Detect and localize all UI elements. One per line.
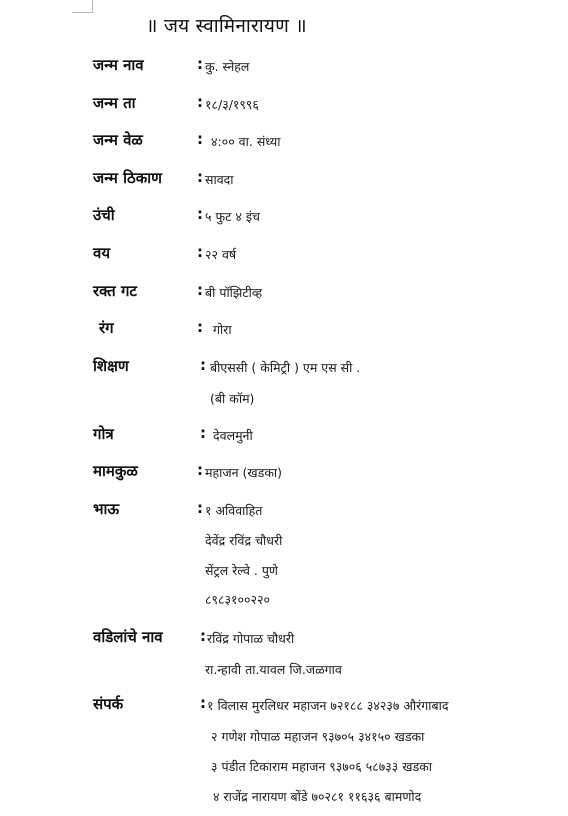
colon: : <box>200 694 206 712</box>
field-value-brother-phone: ८९८३१००२२० <box>205 592 271 607</box>
field-value-gotra: देवलमुनी <box>213 428 253 443</box>
field-value-birth-place: सावदा <box>205 172 234 187</box>
colon: : <box>200 627 206 645</box>
field-value-contact-4: ४ राजेंद्र नारायण बोंडे ७०२८१ ११६३६ बामणोद <box>213 789 422 804</box>
colon: : <box>197 318 203 336</box>
colon: : <box>197 93 203 111</box>
field-label-birth-place: जन्म ठिकाण <box>93 169 162 187</box>
colon: : <box>197 243 203 261</box>
field-value-complexion: गोरा <box>213 322 232 337</box>
field-label-father-name: वडिलांचे नाव <box>93 628 163 646</box>
field-label-age: वय <box>93 244 111 262</box>
field-label-birth-date: जन्म ता <box>93 94 136 112</box>
field-value-blood-group: बी पॉझिटीव्ह <box>205 285 263 300</box>
field-label-birth-time: जन्म वेळ <box>93 131 143 149</box>
field-value-contact-2: २ गणेश गोपाळ महाजन ९३७०५ ३४१५० खडका <box>211 729 425 744</box>
field-value-father-address: रा.न्हावी ता.यावल जि.जळगाव <box>205 662 342 677</box>
field-value-maternal-family: महाजन (खडका) <box>205 465 283 480</box>
colon: : <box>197 130 203 148</box>
field-value-education-line-2: (बी कॉम) <box>210 391 255 406</box>
page-title: ॥ जय स्वामिनारायण ॥ <box>146 15 307 37</box>
field-value-contact-3: ३ पंडीत टिकाराम महाजन ९३७०६ ५८७३३ खडका <box>211 759 433 774</box>
field-value-education: बीएससी ( केमिट्री ) एम एस सी . <box>210 360 361 375</box>
field-value-birth-date: १८/३/१९९६ <box>205 97 259 112</box>
field-label-brother: भाऊ <box>93 500 120 518</box>
field-label-maternal-family: मामकुळ <box>93 462 138 480</box>
colon: : <box>197 461 203 479</box>
colon: : <box>197 55 203 73</box>
field-label-contact: संपर्क <box>93 695 124 713</box>
colon: : <box>197 281 203 299</box>
colon: : <box>197 168 203 186</box>
field-value-height: ५ फुट ४ इंच <box>205 209 260 224</box>
field-label-blood-group: रक्त गट <box>93 282 137 300</box>
page-corner-mark <box>72 0 93 13</box>
field-label-education: शिक्षण <box>93 357 129 375</box>
field-value-birth-time: ४:०० वा. संध्या <box>211 134 281 149</box>
field-value-brother: १ अविवाहित <box>205 503 263 518</box>
colon: : <box>197 205 203 223</box>
field-value-birth-name: कु. स्नेहल <box>205 59 250 74</box>
field-value-brother-workplace: सेंट्रल रेल्वे . पुणे <box>205 563 278 578</box>
field-value-father-name: रविंद्र गोपाळ चौधरी <box>207 631 295 646</box>
field-value-brother-name: देवेंद्र रविंद्र चौधरी <box>205 533 283 548</box>
field-label-height: उंची <box>93 206 115 224</box>
field-label-birth-name: जन्म नाव <box>93 56 144 74</box>
colon: : <box>200 356 206 374</box>
field-label-gotra: गोत्र <box>93 425 114 443</box>
field-value-age: २२ वर्ष <box>205 247 237 262</box>
colon: : <box>197 499 203 517</box>
field-value-contact-1: १ विलास मुरलिधर महाजन ७२१८८ ३४२३७ औरंगाबाद <box>207 698 449 713</box>
colon: : <box>200 424 206 442</box>
field-label-complexion: रंग <box>99 319 114 337</box>
